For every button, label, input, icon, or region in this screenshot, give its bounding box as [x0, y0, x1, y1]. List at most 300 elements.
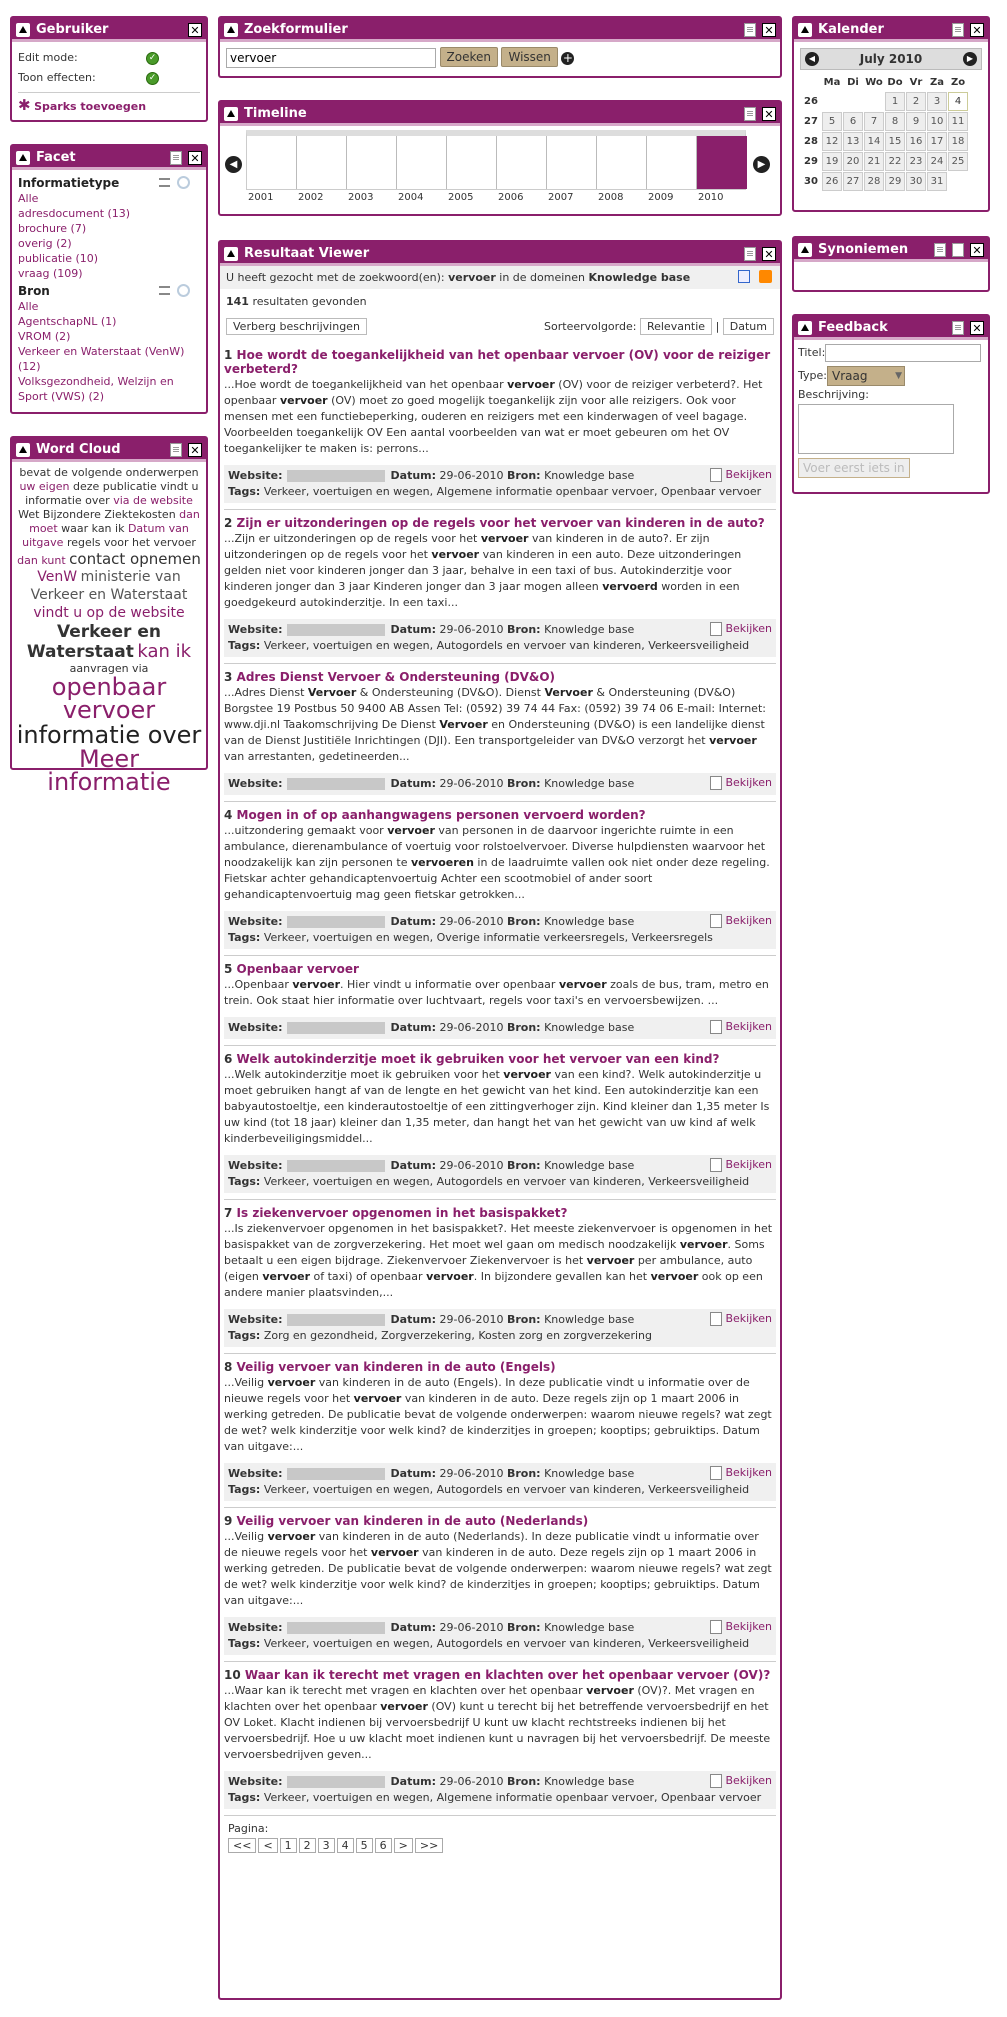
result-title [224, 670, 776, 684]
result-number: 10 [224, 1668, 241, 1682]
calendar-day[interactable]: 14 [864, 132, 884, 151]
calendar-day[interactable]: 6 [843, 112, 863, 131]
collapse-icon[interactable] [16, 23, 30, 37]
result-date: 29-06-2010 [439, 469, 504, 482]
chart-icon[interactable] [177, 176, 190, 189]
website-label: Website: [228, 1775, 283, 1788]
datum-label: Datum: [390, 915, 437, 928]
resultaat-viewer-panel [218, 240, 782, 2000]
result-title-link[interactable]: Openbaar vervoer [236, 962, 359, 976]
result-bron: Knowledge base [544, 623, 635, 636]
close-icon[interactable]: ✕ [970, 23, 984, 37]
synoniemen-panel [792, 236, 990, 292]
word[interactable]: informatie over [16, 721, 202, 749]
calendar-day[interactable]: 1 [885, 92, 905, 111]
calendar-day[interactable]: 17 [927, 132, 947, 151]
timeline-year: 2009 [648, 192, 674, 203]
close-icon[interactable]: ✕ [188, 151, 202, 165]
zoekformulier-panel [218, 16, 782, 78]
timeline-year: 2002 [298, 192, 324, 203]
website-value-redacted [287, 1468, 385, 1480]
calendar-day[interactable]: 21 [864, 152, 884, 171]
sparks-toevoegen-link[interactable]: Sparks toevoegen [34, 100, 147, 113]
datum-label: Datum: [390, 1621, 437, 1634]
toon-effecten-label: Toon effecten: [18, 71, 96, 84]
type-select-value: Vraag [831, 369, 868, 383]
calendar-day[interactable]: 18 [948, 132, 968, 151]
page-icon[interactable] [934, 243, 946, 257]
website-label: Website: [228, 469, 283, 482]
result-item [224, 342, 776, 510]
result-title-link[interactable]: Adres Dienst Vervoer & Ondersteuning (DV&O) [236, 670, 556, 684]
calendar-day[interactable]: 26 [822, 172, 842, 191]
search-summary-text: in de domeinen [499, 271, 586, 284]
website-value-redacted [287, 1314, 385, 1326]
result-number: 3 [224, 670, 233, 684]
word[interactable]: Verkeer en Waterstaat [26, 622, 161, 662]
sort-label: Sorteervolgorde: [544, 320, 637, 333]
result-bron: Knowledge base [544, 469, 635, 482]
facet-item[interactable]: Volksgezondheid, Welzijn en Sport (VWS) (2) [18, 375, 174, 403]
collapse-icon[interactable] [224, 247, 238, 261]
result-item [224, 1200, 776, 1354]
website-label: Website: [228, 623, 283, 636]
facet-item[interactable]: AgentschapNL (1) [18, 315, 117, 328]
datum-label: Datum: [390, 1313, 437, 1326]
result-title-link[interactable]: Veilig vervoer van kinderen in de auto (Engels) [236, 1360, 556, 1374]
result-meta [224, 1017, 776, 1039]
page-icon[interactable] [744, 23, 756, 37]
calendar-day[interactable]: 8 [885, 112, 905, 131]
tags-label: Tags: [228, 485, 261, 498]
website-label: Website: [228, 1621, 283, 1634]
word[interactable]: waar kan ik [61, 522, 125, 535]
wordcloud-header [12, 438, 206, 462]
website-label: Website: [228, 915, 283, 928]
word[interactable]: bevat de volgende onderwerpen [19, 466, 199, 479]
result-snippet: ...Openbaar vervoer. Hier vindt u informatie over openbaar vervoer zoals de bus, tram, metro en trein. Ook staat hier informatie over luchtvaart, regels voor taxi's en vervoersbewijzen. ... [224, 978, 769, 1007]
calendar-day[interactable]: 25 [948, 152, 968, 171]
zoek-header [220, 18, 780, 42]
result-number: 6 [224, 1052, 233, 1066]
calendar-day[interactable]: 23 [906, 152, 926, 171]
page-button[interactable]: 2 [299, 1838, 316, 1853]
datum-label: Datum: [390, 1775, 437, 1788]
result-tags-value: Verkeer, voertuigen en wegen, Autogordels en vervoer van kinderen, Verkeersveiligheid [263, 1175, 750, 1188]
result-count-label: resultaten gevonden [252, 295, 367, 308]
word[interactable]: dan moet [29, 508, 200, 535]
result-count: 141 [226, 295, 249, 308]
result-number: 1 [224, 348, 233, 362]
result-date: 29-06-2010 [439, 1467, 504, 1480]
tags-label: Tags: [228, 931, 261, 944]
panel-title: Synoniemen [818, 242, 909, 257]
calendar-day[interactable]: 30 [906, 172, 926, 191]
result-title [224, 1668, 776, 1682]
datum-label: Datum: [390, 1159, 437, 1172]
timeline-next-button[interactable]: ▶ [753, 156, 770, 173]
word[interactable]: Meer informatie [47, 745, 171, 796]
beschrijving-textarea[interactable] [798, 404, 954, 454]
page-button[interactable]: << [228, 1838, 256, 1853]
sort-separator: | [715, 320, 720, 333]
website-label: Website: [228, 1467, 283, 1480]
bron-label: Bron: [506, 1159, 541, 1172]
check-icon[interactable]: ✓ [146, 72, 159, 85]
result-date: 29-06-2010 [439, 915, 504, 928]
calendar-day[interactable]: 3 [927, 92, 947, 111]
panel-title: Timeline [244, 106, 307, 121]
calendar-day[interactable]: 20 [843, 152, 863, 171]
bekijken-link[interactable]: Bekijken [710, 1465, 772, 1481]
next-month-button[interactable]: ▶ [963, 52, 977, 66]
search-summary-text: U heeft gezocht met de zoekwoord(en): [226, 271, 445, 284]
result-item [224, 510, 776, 664]
facet-group-title: Informatietype [18, 176, 120, 190]
result-tags [228, 1328, 772, 1344]
word[interactable]: openbaar vervoer [51, 673, 167, 724]
result-item [224, 664, 776, 802]
result-tags-value: Verkeer, voertuigen en wegen, Algemene informatie openbaar vervoer, Openbaar vervoer [263, 1791, 762, 1804]
calendar-day[interactable]: 13 [843, 132, 863, 151]
calendar-day[interactable]: 29 [885, 172, 905, 191]
datum-label: Datum: [390, 623, 437, 636]
weekday-header: Ma [823, 76, 841, 88]
word[interactable]: vindt u op de website [33, 605, 185, 621]
calendar-day[interactable]: 22 [885, 152, 905, 171]
close-icon[interactable]: ✕ [762, 23, 776, 37]
result-title-link[interactable]: Hoe wordt de toegankelijkheid van het openbaar vervoer (OV) voor de reiziger verbeterd? [224, 348, 771, 376]
result-bron: Knowledge base [544, 1621, 635, 1634]
facet-item[interactable]: publicatie (10) [18, 252, 99, 265]
week-number: 26 [801, 92, 821, 111]
word[interactable]: VenW [37, 569, 78, 585]
result-title [224, 1206, 776, 1220]
result-title-link[interactable]: Waar kan ik terecht met vragen en klachten over het openbaar vervoer (OV)? [244, 1668, 771, 1682]
result-meta [224, 619, 776, 657]
bekijken-link[interactable]: Bekijken [710, 621, 772, 637]
result-date: 29-06-2010 [439, 1313, 504, 1326]
document-icon[interactable] [738, 270, 750, 283]
search-term: vervoer [448, 271, 496, 284]
result-tags-value: Zorg en gezondheid, Zorgverzekering, Kosten zorg en zorgverzekering [263, 1329, 652, 1342]
timeline-header [220, 102, 780, 126]
result-date: 29-06-2010 [439, 1159, 504, 1172]
calendar-day [843, 92, 863, 111]
verberg-beschrijvingen-button[interactable]: Verberg beschrijvingen [226, 318, 367, 335]
bron-label: Bron: [506, 915, 541, 928]
page-button[interactable]: > [394, 1838, 413, 1853]
list-icon[interactable] [159, 178, 170, 187]
result-tags [228, 1636, 772, 1652]
type-label: Type: [798, 369, 827, 382]
result-meta [224, 773, 776, 795]
facet-item[interactable]: vraag (109) [18, 267, 83, 280]
word[interactable]: informatie over [25, 494, 110, 507]
result-title-link[interactable]: Mogen in of op aanhangwagens personen vervoerd worden? [236, 808, 646, 822]
bron-label: Bron: [506, 777, 541, 790]
bron-label: Bron: [506, 469, 541, 482]
titel-label: Titel: [798, 346, 826, 359]
result-number: 8 [224, 1360, 233, 1374]
word[interactable]: regels voor het vervoer [66, 536, 196, 549]
datum-label: Datum: [390, 777, 437, 790]
feedback-panel [792, 314, 990, 494]
bekijken-link[interactable]: Bekijken [710, 1619, 772, 1635]
bron-label: Bron: [506, 1775, 541, 1788]
result-item [224, 1046, 776, 1200]
facet-panel [10, 144, 208, 414]
chart-icon[interactable] [177, 284, 190, 297]
datum-label: Datum: [390, 1467, 437, 1480]
bekijken-link[interactable]: Bekijken [710, 467, 772, 483]
submit-feedback-button[interactable]: Voer eerst iets in [798, 458, 910, 478]
page-icon[interactable] [170, 443, 182, 457]
result-snippet: ...Waar kan ik terecht met vragen en klachten over het openbaar vervoer (OV)?. Met vragen en klachten over het openbaar vervoer (OV) kunt u terecht bij het betreffende vervoersbedrijf en het OV Loket. Klacht indienen bij vervoersbedrijf U kunt uw klacht rechtstreeks indienen bij het vervoersbedrijf. Hoe u uw klacht moet indienen kunt u navragen bij het vervoersbedrijf. De meeste vervoersbedrijven geven... [224, 1684, 771, 1761]
page-button[interactable]: 1 [280, 1838, 297, 1853]
calendar-day[interactable]: 28 [864, 172, 884, 191]
panel-title: Feedback [818, 320, 888, 335]
result-title-link[interactable]: Veilig vervoer van kinderen in de auto (Nederlands) [236, 1514, 589, 1528]
collapse-icon[interactable] [16, 443, 30, 457]
tags-label: Tags: [228, 1791, 261, 1804]
weekday-header: Za [930, 76, 944, 88]
website-value-redacted [287, 1160, 385, 1172]
result-number: 5 [224, 962, 233, 976]
page-button[interactable]: 4 [337, 1838, 354, 1853]
facet-item[interactable]: brochure (7) [18, 222, 87, 235]
kalender-header [794, 18, 988, 42]
word[interactable]: aanvragen via [69, 662, 149, 675]
bekijken-link[interactable]: Bekijken [710, 1773, 772, 1789]
edit-icon[interactable] [952, 243, 964, 257]
facet-item[interactable]: Alle [18, 300, 39, 313]
facet-item[interactable]: overig (2) [18, 237, 72, 250]
calendar-day [948, 172, 968, 191]
result-title [224, 348, 776, 376]
bekijken-link[interactable]: Bekijken [710, 1157, 772, 1173]
website-value-redacted [287, 778, 385, 790]
timeline-band[interactable] [246, 130, 746, 190]
bron-label: Bron: [506, 1021, 541, 1034]
result-bron: Knowledge base [544, 1159, 635, 1172]
tags-label: Tags: [228, 1483, 261, 1496]
result-bron: Knowledge base [544, 1021, 635, 1034]
plus-icon[interactable]: + [562, 50, 573, 65]
timeline-year: 2001 [248, 192, 274, 203]
datum-label: Datum: [390, 469, 437, 482]
word[interactable]: ministerie van Verkeer en Waterstaat [30, 569, 188, 603]
result-item [224, 802, 776, 956]
result-bron: Knowledge base [544, 777, 635, 790]
page-button[interactable]: 6 [375, 1838, 392, 1853]
page-button[interactable]: 5 [356, 1838, 373, 1853]
page-icon[interactable] [170, 151, 182, 165]
page-button[interactable]: 3 [318, 1838, 335, 1853]
panel-title: Gebruiker [36, 22, 109, 37]
collapse-icon[interactable] [16, 151, 30, 165]
calendar-day[interactable]: 31 [927, 172, 947, 191]
facet-group-title: Bron [18, 284, 50, 298]
calendar-day [864, 92, 884, 111]
close-icon[interactable]: ✕ [970, 243, 984, 257]
tags-label: Tags: [228, 1329, 261, 1342]
page-icon[interactable] [744, 247, 756, 261]
word[interactable]: kan ik [137, 641, 192, 662]
page-button[interactable]: >> [415, 1838, 443, 1853]
website-value-redacted [287, 470, 385, 482]
result-item [224, 1508, 776, 1662]
result-date: 29-06-2010 [439, 1775, 504, 1788]
close-icon[interactable]: ✕ [762, 107, 776, 121]
close-icon[interactable]: ✕ [188, 443, 202, 457]
gebruiker-header [12, 18, 206, 42]
result-date: 29-06-2010 [439, 777, 504, 790]
word[interactable]: contact opnemen [69, 550, 201, 568]
website-value-redacted [287, 624, 385, 636]
close-icon[interactable]: ✕ [188, 23, 202, 37]
result-tags-value: Verkeer, voertuigen en wegen, Algemene informatie openbaar vervoer, Openbaar vervoer [263, 485, 762, 498]
page-icon[interactable] [744, 107, 756, 121]
result-snippet: ...Adres Dienst Vervoer & Ondersteuning (DV&O). Dienst Vervoer & Ondersteuning (DV&O) Borgstee 19 Postbus 50 9400 AB Assen Tel: (0592) 39 74 44 Fax: (0592) 39 74 06 E-mail: Internet: www.dji.nl Taakomschrijving De Dienst Vervoer en Ondersteuning (DV&O) is een landelijke dienst van de Dienst Justitiële Inrichtingen (DJI). Een transportgeleider van DV&O verzorgt het vervoer van arrestanten, gedetineerden... [224, 686, 766, 763]
collapse-icon[interactable] [224, 23, 238, 37]
prev-month-button[interactable]: ◀ [805, 52, 819, 66]
sparks-icon: ✱ [18, 96, 31, 114]
result-date: 29-06-2010 [439, 623, 504, 636]
page-icon[interactable] [952, 321, 964, 335]
datum-label: Datum: [390, 1021, 437, 1034]
panel-title: Zoekformulier [244, 22, 348, 37]
calendar-day[interactable]: 16 [906, 132, 926, 151]
result-meta [224, 1463, 776, 1501]
word[interactable]: uw eigen [19, 480, 70, 493]
result-title-link[interactable]: Zijn er uitzonderingen op de regels voor het vervoer van kinderen in de auto? [236, 516, 765, 530]
calendar-day[interactable]: 7 [864, 112, 884, 131]
calendar-day[interactable]: 19 [822, 152, 842, 171]
result-snippet: ...Veilig vervoer van kinderen in de auto (Nederlands). In deze publicatie vindt u informatie over de nieuwe regels voor het vervoer van kinderen in de auto. Deze regels zijn op 1 maart 2006 in werking getreden. De publicatie bevat de volgende onderwerpen: waarom nieuwe regels? wat zegt de wet? welk kinderzitje voor welk kind? de kinderzitjes in groepen; kooptips; gebruiktips. Datum van uitgave:... [224, 1530, 772, 1607]
weekday-header: Vr [909, 76, 923, 88]
page-button[interactable]: < [258, 1838, 277, 1853]
result-tags [228, 930, 772, 946]
result-number: 2 [224, 516, 233, 530]
titel-input[interactable] [825, 344, 981, 362]
facet-item[interactable]: Alle [18, 192, 39, 205]
result-title [224, 516, 776, 530]
bekijken-link[interactable]: Bekijken [710, 1019, 772, 1035]
result-meta [224, 1309, 776, 1347]
bekijken-link[interactable]: Bekijken [710, 775, 772, 791]
calendar-day[interactable]: 24 [927, 152, 947, 171]
panel-title: Resultaat Viewer [244, 246, 370, 261]
sort-relevantie-button[interactable]: Relevantie [640, 318, 712, 335]
calendar-day[interactable]: 5 [822, 112, 842, 131]
viewer-header [220, 242, 780, 266]
result-bron: Knowledge base [544, 1313, 635, 1326]
result-snippet: ...Welk autokinderzitje moet ik gebruiken voor het vervoer van een kind?. Welk autokinderzitje u moet gebruiken hangt af van de lengte en het gewicht van het kind. Een autokinderzitje kan een babyautostoeltje, een kinderautostoeltje of een zittingverhoger zijn. Kind kleiner dan 1,35 meter Is uw kind (tot 18 jaar) kleiner dan 1,35 meter, dan hangt het van het gewicht van uw kind af welk kinderbeveiligingsmiddel... [224, 1068, 770, 1145]
search-input[interactable] [226, 48, 436, 68]
facet-header [12, 146, 206, 170]
bron-label: Bron: [506, 623, 541, 636]
calendar-month: July 2010 [859, 52, 923, 66]
close-icon[interactable]: ✕ [762, 247, 776, 261]
calendar-day[interactable]: 2 [906, 92, 926, 111]
calendar-day[interactable]: 15 [885, 132, 905, 151]
word[interactable]: Datum van uitgave [22, 522, 189, 549]
timeline-year: 2008 [598, 192, 624, 203]
result-title-link[interactable]: Welk autokinderzitje moet ik gebruiken voor het vervoer van een kind? [236, 1052, 720, 1066]
result-number: 4 [224, 808, 233, 822]
result-title [224, 1360, 776, 1374]
word[interactable]: via de website [113, 494, 193, 507]
facet-item[interactable]: Verkeer en Waterstaat (VenW) (12) [18, 345, 185, 373]
collapse-icon[interactable] [224, 107, 238, 121]
weekday-header: Wo [865, 76, 883, 88]
result-tags [228, 484, 772, 500]
word[interactable]: Wet Bijzondere Ziektekosten [18, 508, 176, 521]
collapse-icon[interactable] [798, 243, 812, 257]
close-icon[interactable]: ✕ [970, 321, 984, 335]
result-meta [224, 1155, 776, 1193]
gebruiker-panel [10, 16, 208, 122]
bekijken-link[interactable]: Bekijken [710, 1311, 772, 1327]
calendar-day[interactable]: 9 [906, 112, 926, 131]
website-label: Website: [228, 1313, 283, 1326]
calendar-day[interactable]: 27 [843, 172, 863, 191]
facet-item[interactable]: VROM (2) [18, 330, 71, 343]
collapse-icon[interactable] [798, 23, 812, 37]
result-tags-value: Verkeer, voertuigen en wegen, Autogordels en vervoer van kinderen, Verkeersveiligheid [263, 639, 750, 652]
calendar-day[interactable]: 12 [822, 132, 842, 151]
calendar-day[interactable]: 11 [948, 112, 968, 131]
weekday-header: Do [887, 76, 903, 88]
calendar-grid [800, 72, 969, 192]
website-label: Website: [228, 1021, 283, 1034]
facet-item[interactable]: adresdocument (13) [18, 207, 131, 220]
page-icon[interactable] [952, 23, 964, 37]
website-value-redacted [287, 1776, 385, 1788]
week-number: 27 [801, 112, 821, 131]
timeline-prev-button[interactable]: ◀ [225, 156, 242, 173]
result-snippet: ...uitzondering gemaakt voor vervoer van personen in de daarvoor ingerichte ruimte in een ambulance, dierenambulance of voertuig voor rolstoelvervoer. Diverse hulpdiensten waarvoor het noodzakelijk kan zijn personen te vervoeren in de laadruimte vallen ook niet onder deze regeling. Fietskar achter gehandicaptenvoertuig Achter een scootmobiel of ander soort gehandicaptenvoertuig mag geen fietskar getrokken... [224, 824, 770, 901]
calendar-day[interactable]: 4 [948, 92, 968, 111]
type-select[interactable] [827, 366, 905, 386]
zoeken-button[interactable]: Zoeken [440, 47, 498, 67]
check-icon[interactable]: ✓ [146, 52, 159, 65]
collapse-icon[interactable] [798, 321, 812, 335]
rss-icon[interactable] [759, 270, 772, 283]
week-number: 29 [801, 152, 821, 171]
bekijken-link[interactable]: Bekijken [710, 913, 772, 929]
result-bron: Knowledge base [544, 1467, 635, 1480]
result-title-link[interactable]: Is ziekenvervoer opgenomen in het basispakket? [236, 1206, 568, 1220]
result-number: 9 [224, 1514, 233, 1528]
bron-label: Bron: [506, 1313, 541, 1326]
list-icon[interactable] [159, 286, 170, 295]
edit-mode-label: Edit mode: [18, 51, 78, 64]
calendar-day[interactable]: 10 [927, 112, 947, 131]
result-meta [224, 911, 776, 949]
wissen-button[interactable]: Wissen [501, 47, 557, 67]
word[interactable]: deze publicatie vindt u [72, 480, 199, 493]
sort-datum-button[interactable]: Datum [723, 318, 774, 335]
timeline-selection[interactable] [697, 136, 747, 189]
timeline-year: 2007 [548, 192, 574, 203]
result-meta [224, 1617, 776, 1655]
bron-label: Bron: [506, 1467, 541, 1480]
word[interactable]: dan kunt [17, 554, 66, 567]
result-number: 7 [224, 1206, 233, 1220]
result-bron: Knowledge base [544, 1775, 635, 1788]
